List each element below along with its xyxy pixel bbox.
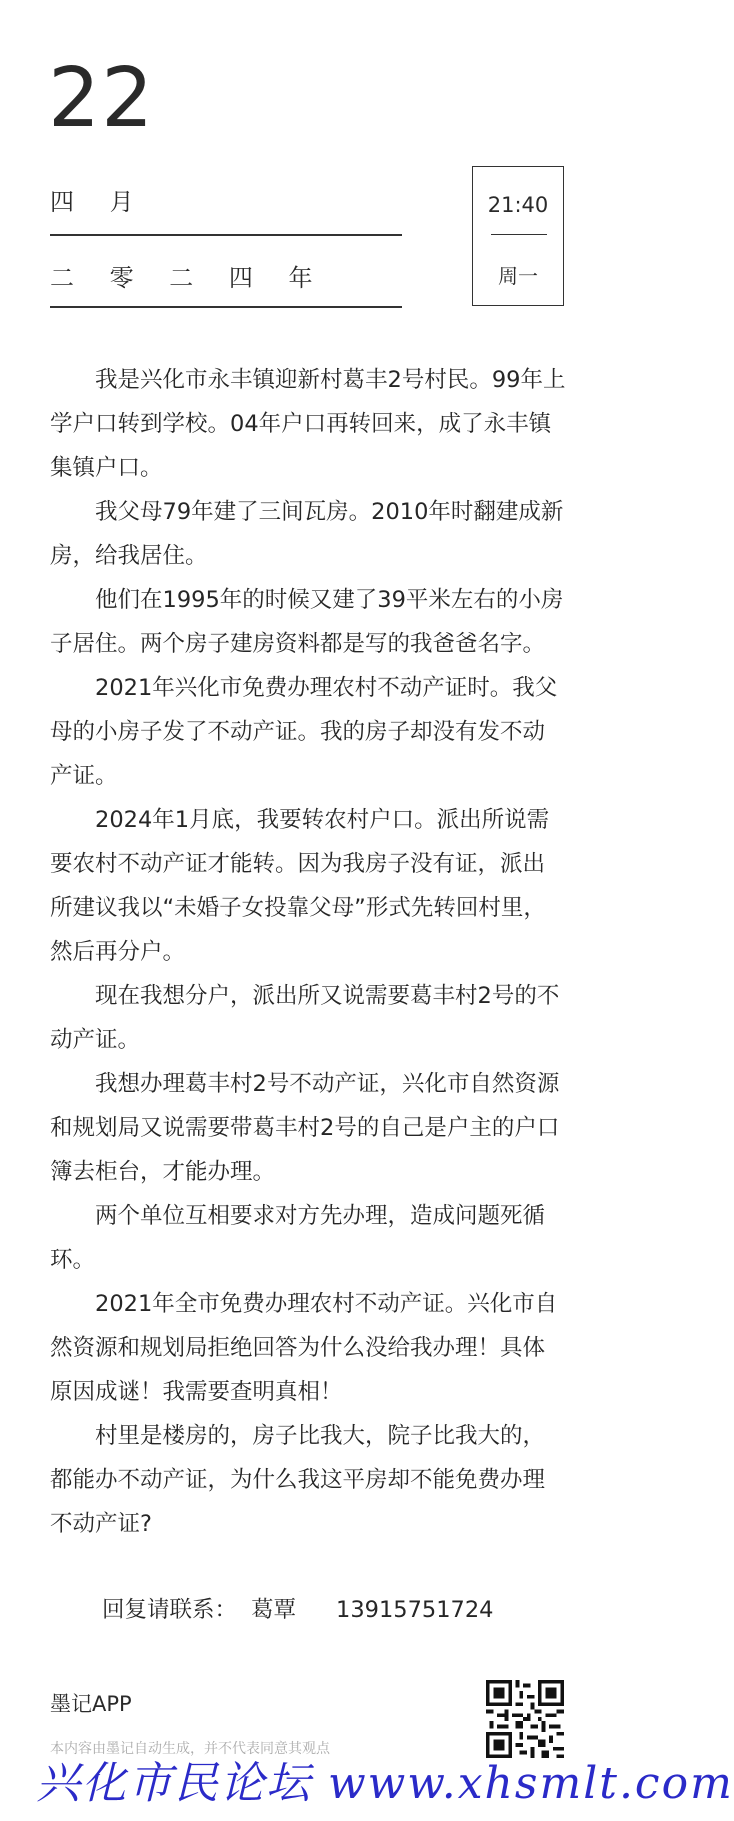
divider — [50, 234, 402, 236]
date-month: 四 月 — [50, 188, 148, 216]
forum-watermark: 兴化市民论坛 www.xhsmlt.com — [36, 1758, 734, 1809]
weekday-text: 周一 — [498, 264, 538, 288]
paragraph: 现在我想分户，派出所又说需要葛丰村2号的不动产证。 — [50, 983, 560, 1053]
date-year: 二 零 二 四 年 — [50, 264, 327, 292]
paragraph: 2021年全市免费办理农村不动产证。兴化市自然资源和规划局拒绝回答为什么没给我办理！具体原因成谜！我需要查明真相！ — [50, 1291, 558, 1405]
date-day: 22 — [48, 51, 155, 146]
time-text: 21:40 — [487, 193, 549, 217]
app-name: 墨记APP — [50, 1692, 132, 1716]
time-box — [472, 166, 564, 306]
paragraph: 我是兴化市永丰镇迎新村葛丰2号村民。99年上学户口转到学校。04年户口再转回来，成了永丰镇集镇户口。 — [50, 367, 566, 481]
article-body — [50, 358, 566, 1546]
paragraph: 我想办理葛丰村2号不动产证，兴化市自然资源和规划局又说需要带葛丰村2号的自己是户主的户口簿去柜台，才能办理。 — [50, 1071, 560, 1185]
contact-line — [102, 1592, 494, 1624]
paragraph: 两个单位互相要求对方先办理，造成问题死循环。 — [50, 1203, 546, 1273]
contact-phone: 13915751724 — [336, 1597, 494, 1623]
divider — [50, 306, 402, 308]
paragraph: 2024年1月底，我要转农村户口。派出所说需要农村不动产证才能转。因为我房子没有证，派出所建议我以“未婚子女投靠父母”形式先转回村里，然后再分户。 — [50, 807, 550, 965]
paragraph: 2021年兴化市免费办理农村不动产证时。我父母的小房子发了不动产证。我的房子却没有发不动产证。 — [50, 675, 558, 789]
paragraph: 我父母79年建了三间瓦房。2010年时翻建成新房，给我居住。 — [50, 499, 564, 569]
contact-name: 葛覃 — [251, 1597, 297, 1623]
contact-label: 回复请联系： — [102, 1597, 238, 1623]
time-divider — [491, 234, 547, 235]
paragraph: 他们在1995年的时候又建了39平米左右的小房子居住。两个房子建房资料都是写的我爸爸名字。 — [50, 587, 564, 657]
paragraph: 村里是楼房的，房子比我大，院子比我大的，都能办不动产证，为什么我这平房却不能免费办理不动产证? — [50, 1423, 546, 1537]
disclaimer: 本内容由墨记自动生成，并不代表同意其观点 — [50, 1741, 330, 1757]
